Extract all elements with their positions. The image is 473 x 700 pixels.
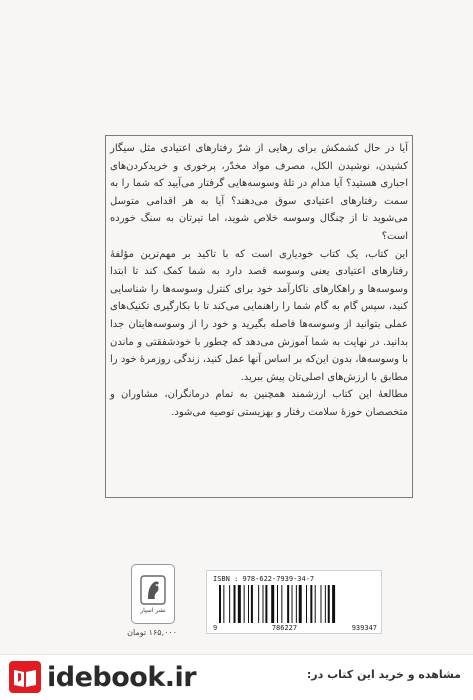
blurb-text xyxy=(110,140,408,422)
publisher-name: نشر اسپار xyxy=(140,606,166,614)
barcode-digit-group: 9 xyxy=(213,624,218,632)
barcode-bars xyxy=(217,585,373,625)
blurb-paragraph: این کتاب، یک کتاب خودیاری است که با تاکید بر مهم‌ترین مؤلفهٔ رفتارهای اعتیادی یعنی وسوسه قصد دارد به شما کمک کند تا ابتدا وسوسه‌ها و راهکارهای ناکارآمد خود برای کنترل وسوسه‌ها را شناسایی کنید، سپس گام به گام شما را راهنمایی می‌کند تا با بکارگیری تکنیک‌های عملی بتوانید از وسوسه‌ها فاصله بگیرید و خود را از وسوسه‌هایتان جدا بدانید. در نهایت به شما آموزش می‌دهد که چطور با خودشفقتی و ماندن با وسوسه‌ها، بدون این‌که بر اساس آنها عمل کنید، زندگی روزمرهٔ خود را مطابق با ارزش‌های اصلی‌تان پیش ببرید. xyxy=(110,248,408,383)
price-label: ۱۶۵,۰۰۰ تومان xyxy=(127,628,177,637)
footer-cta-text: مشاهده و خرید این کتاب در: xyxy=(306,668,461,681)
idebook-logo-text: idebook.ir xyxy=(47,661,197,693)
publisher-badge xyxy=(131,564,175,624)
isbn-label: ISBN : 978-622-7939-34-7 xyxy=(213,575,315,583)
blurb-paragraph: آیا در حال کشمکش برای رهایی از شرّ رفتارهای اعتیادی مثل سیگار کشیدن، نوشیدن الکل، مصرف مواد مخدّر، پرخوری و خریدکردن‌های اجباری هستید؟ آیا مدام در تلهٔ وسوسه‌هایی گرفتار می‌آیید که شما را به سمت رفتارهای اعتیادی سوق می‌دهند؟ آیا به هر اقدامی متوسل می‌شوید تا از چنگال وسوسه خلاص شوید، اما تیرتان به سنگ خورده است؟ xyxy=(110,143,408,242)
blurb-paragraph: مطالعهٔ این کتاب ارزشمند همچنین به تمام درمانگران، مشاوران و متخصصان حوزهٔ سلامت رفتار و بهزیستی توصیه می‌شود. xyxy=(110,389,408,418)
barcode-digit-group: 939347 xyxy=(351,624,377,632)
barcode-box xyxy=(206,570,382,634)
horse-head-emblem-icon xyxy=(140,575,166,605)
open-book-icon xyxy=(8,660,42,694)
barcode-digit-group: 786227 xyxy=(271,624,298,632)
idebook-logo[interactable] xyxy=(8,658,196,696)
barcode-digits xyxy=(213,624,377,632)
